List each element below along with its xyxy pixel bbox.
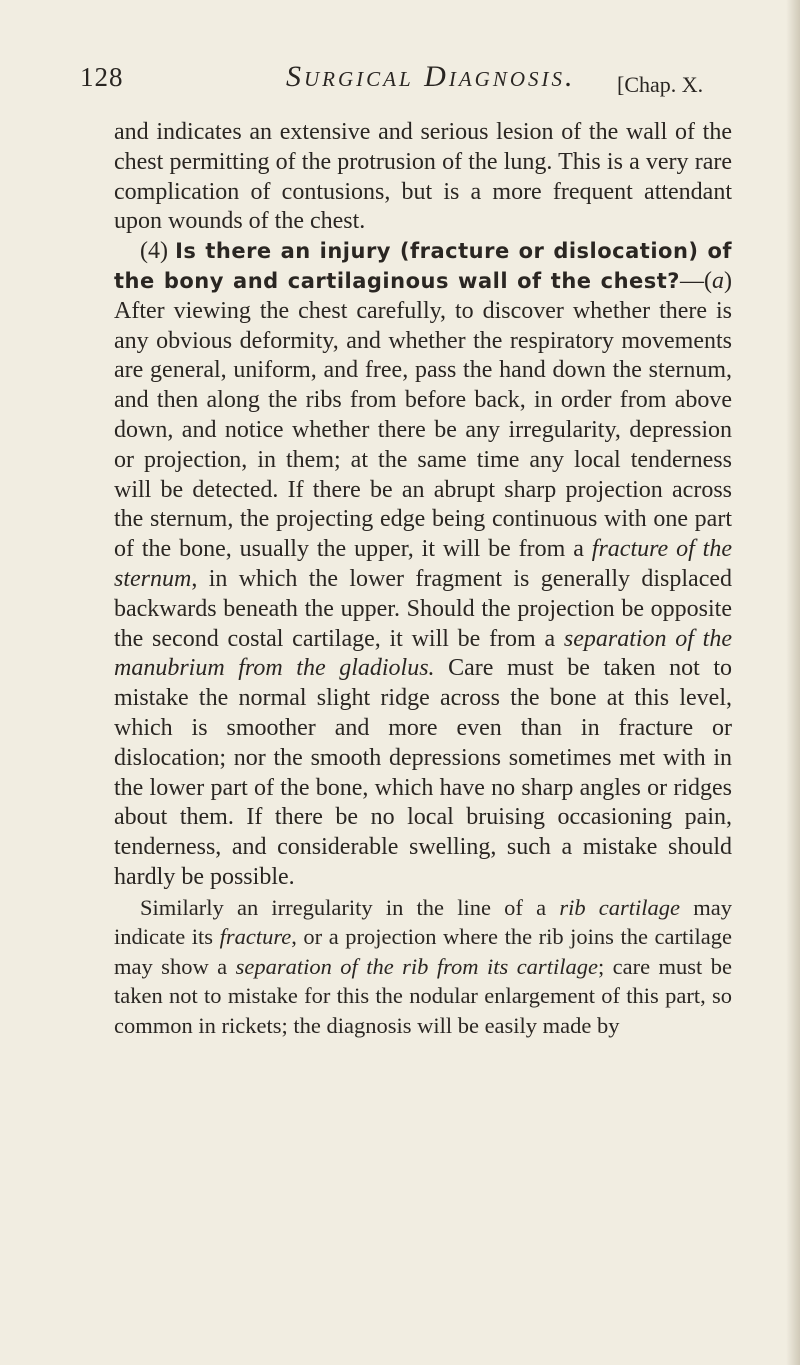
paragraph-text: , or a projection where the rib joins the cartilage may show a (114, 924, 732, 979)
paragraph-text: ) After viewing the chest carefully, to discover whether there is any obvious deformity, and whether the respiratory movements are general, uniform, and free, pass the hand down the sternum, and then along the ribs from before back, in order from above down, and notice whether there be any irregularity, depression or projection, in them; at the same time any local tenderness will be detected. If there be an abrupt sharp projection across the sternum, the projecting edge being continuous with one part of the bone, usually the upper, it will be from a (114, 267, 732, 563)
emphasis-term: fracture of the sternum (114, 536, 732, 592)
paragraph-text: Similarly an irregularity in the line of a (140, 894, 560, 920)
question-number: (4) (140, 238, 168, 265)
paragraph-continuation (114, 118, 732, 237)
paragraph-text: —( (680, 267, 712, 294)
paragraph-text: ; care must be taken not to mistake for this the nodular enlargement of this part, so common in rickets; the diagnosis will be easily made by (114, 953, 732, 1038)
paragraph-rib-cartilage (114, 893, 732, 1041)
emphasis-term: separation of the rib from its cartilage (235, 953, 598, 979)
question-heading: Is there an injury (fracture or dislocation) of the bony and cartilaginous wall of the chest? (114, 239, 733, 293)
emphasis-term: rib cartilage (559, 894, 681, 920)
paragraph-text: may indicate its (114, 894, 732, 950)
running-title: Surgical Diagnosis. (286, 60, 576, 93)
item-letter: a (712, 267, 724, 294)
emphasis-term: separation of the manubrium from the gladiolus. (114, 625, 732, 682)
paragraph-question-4 (114, 237, 732, 893)
emphasis-term: fracture (219, 924, 292, 950)
running-head (80, 60, 720, 100)
page-edge-shadow (786, 0, 800, 1365)
body-text (114, 118, 732, 1040)
page-number: 128 (80, 62, 124, 92)
chapter-reference: [Chap. X. (617, 72, 704, 97)
paragraph-text: and indicates an extensive and serious lesion of the wall of the chest permitting of the protrusion of the lung. This is a very rare complication of contusions, but is a more frequent attendant upon wounds of the chest. (114, 119, 732, 235)
paragraph-text: , in which the lower fragment is generally displaced backwards beneath the upper. Should the projection be opposite the second costal cartilage, it will be from a (114, 565, 732, 652)
paragraph-text: Care must be taken not to mistake the normal slight ridge across the bone at this level, which is smoother and more even than in fracture or dislocation; nor the smooth depressions sometimes met with in the lower part of the bone, which have no sharp angles or ridges about them. If there be no local bruising occasioning pain, tenderness, and considerable swelling, such a mistake should hardly be possible. (114, 655, 732, 890)
